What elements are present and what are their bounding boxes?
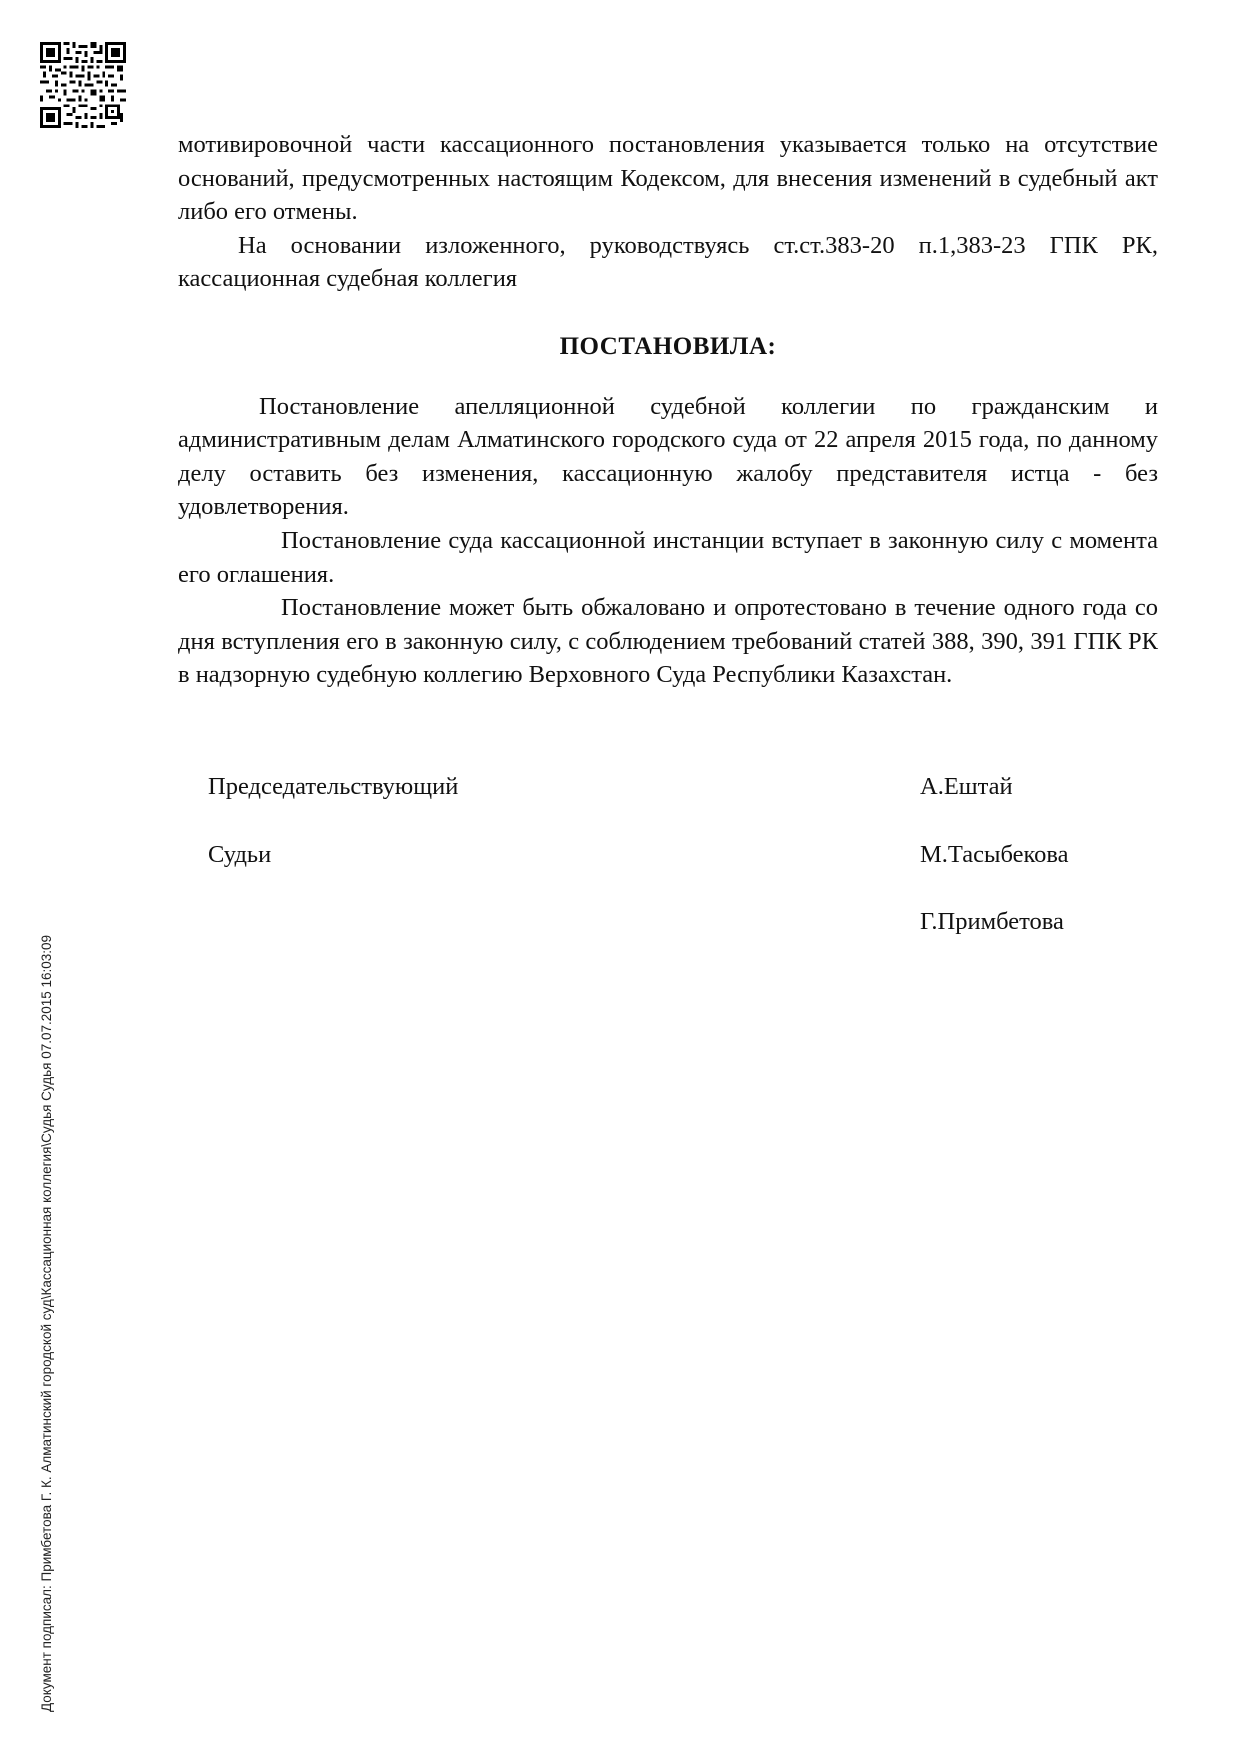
signature-block	[208, 770, 1108, 973]
signature-row	[208, 905, 1108, 973]
signature-role: Председательствующий	[208, 773, 459, 800]
paragraph-motivation: мотивировочной части кассационного постановления указывается только на отсутствие оснований, предусмотренных настоящим Кодексом, для внесения изменений в судебный акт либо его отмены.	[178, 131, 1158, 226]
ruling-paragraph-decision: Постановление апелляционной судебной коллегии по гражданским и административным делам Алматинского городского суда от 22 апреля 2015 года, по данному делу оставить без изменения, кассационную жалобу представителя истца - без удовлетворения.	[178, 392, 1158, 521]
signature-row	[208, 770, 1108, 838]
signature-row	[208, 838, 1108, 906]
signature-name: М.Тасыбекова	[920, 840, 1069, 868]
ruling-paragraph-effect: Постановление суда кассационной инстанции вступает в законную силу с момента его оглашения.	[178, 526, 1158, 588]
signature-role: Судьи	[208, 840, 272, 868]
ruling-paragraph-appeal: Постановление может быть обжаловано и опротестовано в течение одного года со дня вступления его в законную силу, с соблюдением требований статей 388, 390, 391 ГПК РК в надзорную судебную коллегию Верховного Суда Республики Казахстан.	[178, 594, 1158, 689]
qr-code-icon	[40, 42, 126, 128]
signature-name: А.Ештай	[920, 773, 1013, 800]
digital-signature-note: Документ подписал: Примбетова Г. К. Алматинский городской суд\Кассационная коллегия\Судья Судья 07.07.2015 16:03:09	[39, 934, 54, 1712]
signature-name: Г.Примбетова	[920, 908, 1064, 935]
ruling-heading: ПОСТАНОВИЛА:	[559, 332, 777, 360]
document-body	[178, 128, 1158, 692]
paragraph-grounds: На основании изложенного, руководствуясь ст.ст.383-20 п.1,383-23 ГПК РК, кассационная судебная коллегия	[178, 231, 1158, 293]
